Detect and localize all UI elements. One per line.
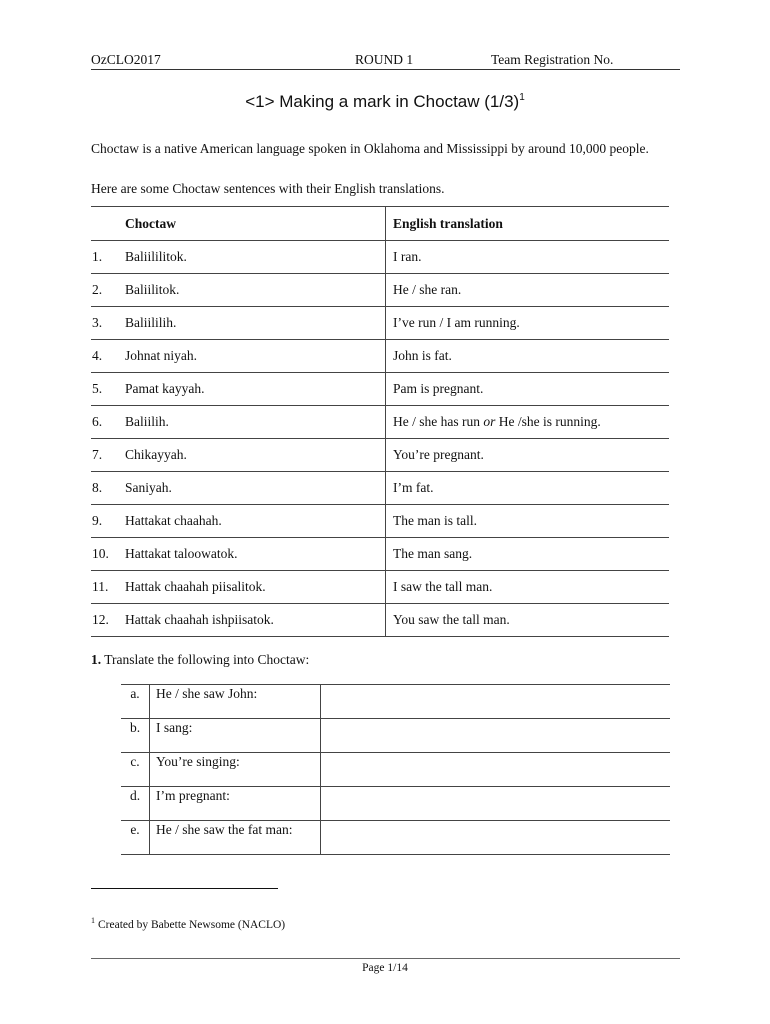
exercise-letter: b. [121,719,150,753]
table-header-row [91,207,669,241]
choctaw-sentence: Chikayyah. [125,439,386,472]
choctaw-sentence: Baliililitok. [125,241,386,274]
row-number: 9. [91,505,125,538]
english-translation: I’ve run / I am running. [386,307,670,340]
english-translation: John is fat. [386,340,670,373]
row-number: 11. [91,571,125,604]
title-text: <1> Making a mark in Choctaw (1/3) [245,92,520,111]
english-part: He / she has run [393,414,484,429]
english-part: He /she is running. [495,414,601,429]
header-competition: OzCLO2017 [91,52,161,67]
row-number: 8. [91,472,125,505]
english-translation: You saw the tall man. [386,604,670,637]
answer-cell[interactable] [321,787,671,821]
row-number: 3. [91,307,125,340]
exercise-row [121,787,670,821]
english-translation: Pam is pregnant. [386,373,670,406]
choctaw-sentence: Hattak chaahah piisalitok. [125,571,386,604]
answer-cell[interactable] [321,719,671,753]
choctaw-sentence: Baliililih. [125,307,386,340]
row-number: 5. [91,373,125,406]
row-number: 2. [91,274,125,307]
title-footnote-ref: 1 [519,92,525,103]
footnote-mark: 1 [91,916,95,925]
table-row [91,241,669,274]
row-number: 4. [91,340,125,373]
table-row [91,505,669,538]
exercise-prompt: He / she saw John: [150,685,321,719]
choctaw-sentence: Pamat kayyah. [125,373,386,406]
table-row [91,439,669,472]
choctaw-sentence: Johnat niyah. [125,340,386,373]
english-translation [386,406,670,439]
table-row [91,604,669,637]
english-translation: I saw the tall man. [386,571,670,604]
exercise-prompt: He / she saw the fat man: [150,821,321,855]
english-translation: I’m fat. [386,472,670,505]
header-team-registration: Team Registration No. [491,52,614,67]
choctaw-sentence: Hattakat chaahah. [125,505,386,538]
col-header-choctaw: Choctaw [125,207,386,241]
exercise-prompt: You’re singing: [150,753,321,787]
footnote-text: Created by Babette Newsome (NACLO) [98,919,286,931]
choctaw-sentence: Hattak chaahah ishpiisatok. [125,604,386,637]
choctaw-sentence: Baliilitok. [125,274,386,307]
exercise-row [121,685,670,719]
header-round: ROUND 1 [355,52,414,67]
answer-cell[interactable] [321,821,671,855]
choctaw-sentence: Hattakat taloowatok. [125,538,386,571]
exercise-letter: d. [121,787,150,821]
english-translation: The man is tall. [386,505,670,538]
exercise-row [121,753,670,787]
question-text: Translate the following into Choctaw: [101,652,310,667]
exercise-row [121,719,670,753]
intro-instruction: Here are some Choctaw sentences with their English translations. [91,181,445,196]
translation-table [121,684,670,855]
exercise-letter: c. [121,753,150,787]
exercise-prompt: I’m pregnant: [150,787,321,821]
question-number: 1. [91,652,102,667]
footnote [91,916,285,931]
page-title [0,92,770,112]
answer-cell[interactable] [321,753,671,787]
table-row [91,373,669,406]
table-row [91,406,669,439]
answer-cell[interactable] [321,685,671,719]
choctaw-sentence: Saniyah. [125,472,386,505]
exercise-row [121,821,670,855]
english-translation: The man sang. [386,538,670,571]
exercise-letter: a. [121,685,150,719]
table-row [91,538,669,571]
table-row [91,571,669,604]
footer-rule [91,958,680,959]
page-header [91,50,680,70]
table-row [91,340,669,373]
table-row [91,274,669,307]
english-translation: You’re pregnant. [386,439,670,472]
row-number: 1. [91,241,125,274]
choctaw-sentence: Baliilih. [125,406,386,439]
question-1 [91,652,309,668]
english-translation: I ran. [386,241,670,274]
row-number: 7. [91,439,125,472]
page-number: Page 1/14 [362,962,408,974]
exercise-prompt: I sang: [150,719,321,753]
table-row [91,472,669,505]
table-row [91,307,669,340]
english-translation: He / she ran. [386,274,670,307]
exercise-letter: e. [121,821,150,855]
row-number: 12. [91,604,125,637]
footnote-separator [91,888,278,889]
english-italic: or [483,414,496,429]
row-number: 10. [91,538,125,571]
examples-table [91,206,669,637]
intro-paragraph: Choctaw is a native American language spoken in Oklahoma and Mississippi by around 10,000 people. [91,141,649,156]
row-number: 6. [91,406,125,439]
col-header-english: English translation [386,207,670,241]
